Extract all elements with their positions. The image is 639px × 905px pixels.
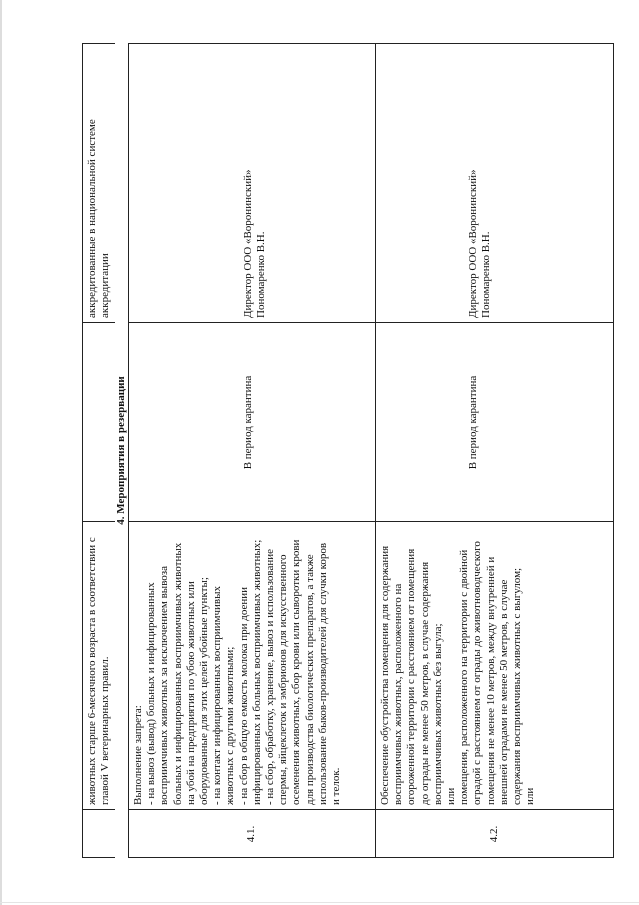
row-divider-4-1 bbox=[375, 43, 376, 858]
row-4-1-period: В период карантина bbox=[242, 375, 254, 470]
description-line: содержания восприимчивых животных с выгулом; bbox=[511, 567, 524, 805]
description-line: животных с другими животными; bbox=[224, 646, 237, 805]
description-line: внешней оградами не менее 50 метров, в случае bbox=[497, 579, 510, 805]
description-line: восприимчивых животных без выгула; bbox=[431, 623, 444, 805]
description-line: - на контакт инфицированных восприимчивых bbox=[211, 586, 224, 805]
scan-edge bbox=[0, 0, 2, 905]
description-line: спермы, яйцеклеток и эмбрионов для искусственного bbox=[277, 554, 290, 805]
description-line: огороженной территории с расстоянием от помещения bbox=[405, 548, 418, 805]
description-line: осеменения животных, сбор крови или сыворотки крови bbox=[290, 539, 303, 805]
table-border-bottom bbox=[613, 43, 614, 858]
section-header: 4. Мероприятия в резервации bbox=[115, 43, 128, 858]
top-row-col4-line: аккредитации bbox=[99, 253, 112, 318]
responsible-line: Пономаренко В.Н. bbox=[480, 231, 493, 318]
description-line: помещения, расположенного на территории с двойной bbox=[458, 549, 471, 805]
row-number: 4.1. bbox=[245, 825, 257, 843]
responsible-line: Директор ООО «Воронинский» bbox=[242, 169, 254, 318]
rotated-table-container bbox=[82, 43, 614, 858]
top-row-text-col4 bbox=[86, 49, 112, 318]
col-divider-2 bbox=[82, 521, 614, 522]
description-line: или bbox=[524, 787, 537, 805]
row-4-2-description bbox=[379, 527, 537, 805]
responsible-line: Директор ООО «Воронинский» bbox=[467, 169, 479, 318]
description-line: до ограды не менее 50 метров, в случае содержания bbox=[418, 561, 431, 805]
description-line: - на сбор, обработку, хранение, вывоз и использование bbox=[264, 549, 277, 805]
measures-table bbox=[82, 43, 614, 858]
responsible-line: Пономаренко В.Н. bbox=[255, 231, 268, 318]
description-line: восприимчивых животных за исключением вывоза bbox=[158, 565, 171, 805]
description-line: на убой на предприятия по убою животных или bbox=[184, 581, 197, 805]
description-line: инфицированных и больных восприимчивых животных; bbox=[250, 539, 263, 805]
row-number: 4.2. bbox=[488, 825, 500, 843]
description-line: оградой с расстоянием от ограды до животноводческого bbox=[471, 541, 484, 805]
description-line: - на вывоз (вывод) больных и инфицированных bbox=[145, 582, 158, 805]
description-line: оборудованные для этих целей убойные пункты; bbox=[198, 577, 211, 805]
top-row-col4-line: аккредитованные в национальной системе bbox=[86, 119, 98, 318]
description-line: больных и инфицированных восприимчивых животных bbox=[171, 542, 184, 805]
col-divider-3 bbox=[82, 322, 614, 323]
top-row-col2-line: главой V ветеринарных правил. bbox=[99, 656, 112, 805]
description-line: Выполнение запрета: bbox=[132, 705, 144, 805]
table-border-top bbox=[82, 43, 83, 858]
description-line: использование быков-производителей для случки коров bbox=[316, 542, 329, 805]
description-line: Обеспечение обустройства помещения для содержания bbox=[379, 545, 391, 805]
description-line: помещения не менее 10 метров, между внутренней и bbox=[484, 556, 497, 805]
description-line: и телок. bbox=[330, 767, 343, 805]
top-row-text-col2 bbox=[86, 527, 112, 805]
scan-bottom-rule bbox=[0, 902, 639, 903]
description-line: или bbox=[445, 787, 458, 805]
row-4-2-responsible bbox=[467, 49, 493, 318]
table-border-right bbox=[82, 43, 614, 44]
top-row-col2-line: животных старше 6-месячного возраста в соответствии с bbox=[86, 537, 98, 805]
row-4-1-description bbox=[132, 527, 343, 805]
description-line: для производства биологических препаратов, а также bbox=[303, 554, 316, 805]
row-4-2-period: В период карантина bbox=[467, 375, 479, 470]
row-4-1-responsible bbox=[242, 49, 268, 318]
description-line: - на сбор в общую емкость молока при доении bbox=[237, 586, 250, 805]
description-line: восприимчивых животных, расположенного на bbox=[392, 583, 405, 805]
row-divider-section bbox=[128, 43, 129, 858]
